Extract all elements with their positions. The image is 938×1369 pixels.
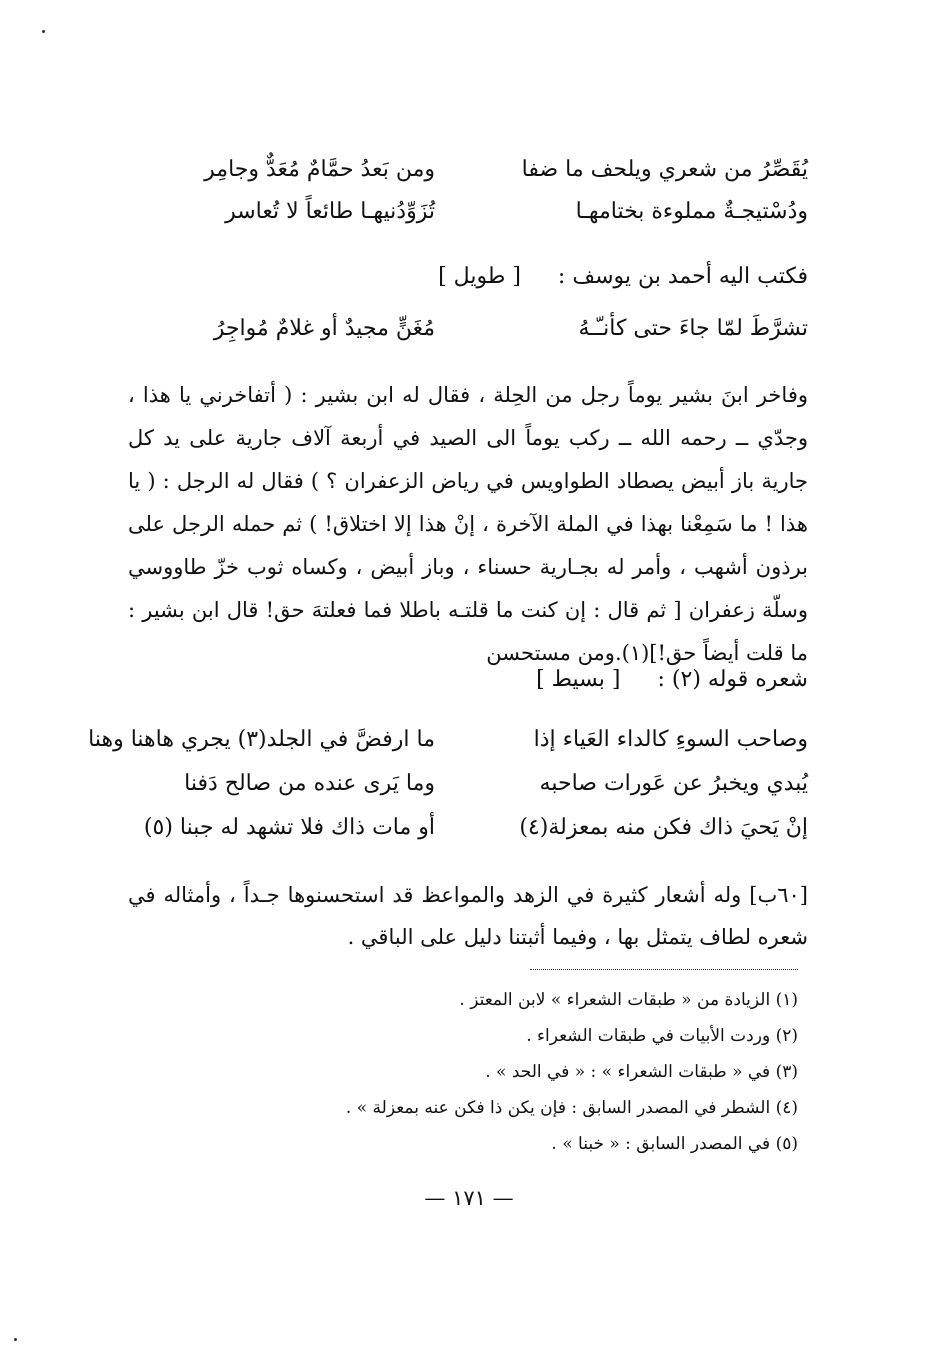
verse-second-hemistich: ومن بَعدُ حمَّامٌ مُعَدٌّ وجامِر	[204, 157, 435, 182]
footnote: (٥) في المصدر السابق : « خبنا » .	[551, 1134, 798, 1154]
verse-first-hemistich: تشرَّطَ لمّا جاءَ حتى كأنـّـهُ	[578, 316, 808, 341]
prose-paragraph	[128, 374, 808, 675]
scan-speck	[42, 30, 45, 33]
closing-text: [٦٠ب] وله أشعار كثيرة في الزهد والمواعظ قد استحسنوها جـداً ، وأمثاله في شعره لطاف يتمثل بها ، وفيما أثبتنا دليل على الباقي .	[128, 883, 808, 949]
verse-line	[0, 150, 938, 190]
meter-label: [ طويل ]	[438, 264, 521, 289]
verse-second-hemistich: مُغَنٍّ مجيدٌ أو غلامٌ مُواجِرُ	[213, 316, 435, 341]
footnote-separator	[530, 969, 798, 970]
closing-paragraph	[128, 874, 808, 958]
scan-speck	[14, 1338, 17, 1341]
page-number: — ١٧١ —	[424, 1186, 514, 1210]
verse-line	[0, 808, 938, 848]
verse-line	[0, 720, 938, 760]
verse-second-hemistich: ما ارفضَّ في الجلد(٣) يجري هاهنا وهنا	[88, 727, 435, 752]
footnotes	[148, 982, 798, 1162]
verse-first-hemistich: يُبدي ويخبرُ عن عَورات صاحبه	[539, 771, 808, 796]
meter-label: [ بسيط ]	[536, 667, 621, 692]
poem-intro	[128, 257, 808, 297]
footnote: (١) الزيادة من « طبقات الشعراء » لابن المعتز .	[459, 990, 798, 1010]
poem-intro	[128, 660, 808, 700]
intro-text: شعره قوله (٢) :	[657, 667, 808, 692]
footnote: (٣) في « طبقات الشعراء » : « في الحد » .	[485, 1062, 798, 1082]
verse-first-hemistich: ودُسْتيجـةٌ مملوءة بختامهـا	[575, 199, 808, 224]
verse-second-hemistich: تُزَوِّدُنيهـا طائعاً لا تُعاسر	[225, 199, 435, 224]
verse-second-hemistich: أو مات ذاك فلا تشهد له جبنا (٥)	[143, 815, 435, 840]
footnote: (٤) الشطر في المصدر السابق : فإن يكن ذا فكن عنه بمعزلة » .	[345, 1098, 798, 1118]
footnote: (٢) وردت الأبيات في طبقات الشعراء .	[526, 1026, 798, 1046]
verse-line	[0, 309, 938, 349]
verse-first-hemistich: يُقَصِّرُ من شعري ويلحف ما ضفا	[521, 157, 808, 182]
verse-first-hemistich: إنْ يَحيَ ذاك فكن منه بمعزلة(٤)	[519, 815, 808, 840]
verse-second-hemistich: وما يَرى عنده من صالح دَفنا	[184, 771, 435, 796]
verse-first-hemistich: وصاحب السوءِ كالداء العَياء إذا	[533, 727, 808, 752]
intro-text: فكتب اليه أحمد بن يوسف :	[557, 264, 808, 289]
paragraph-text: وفاخر ابنَ بشير يوماً رجل من الحِلة ، فقال له ابن بشير : ( أتفاخرني يا هذا ، وجدّي ــ رحمه الله ــ ركب يوماً الى الصيد في أربعة آلاف جارية على يد كل جارية باز أبيض يصطاد الطواويس في رياض الزعفران ؟ ) فقال له الرجل : ( يا هذا ! ما سَمِعْنا بهذا في الملة الآخرة ، إنْ هذا إلا اختلاق! ) ثم حمله الرجل على برذون أشهب ، وأمر له بجـارية حسناء ، وباز أبيض ، وكساه ثوب خزّ طاووسي وسلّة زعفران [ ثم قال : إن كنت ما قلتـه باطلا فما فعلتهَ حق! قال ابن بشير : ما قلت أيضاً حق!](١).ومن مستحسن	[128, 383, 808, 665]
verse-line	[0, 192, 938, 232]
verse-line	[0, 764, 938, 804]
